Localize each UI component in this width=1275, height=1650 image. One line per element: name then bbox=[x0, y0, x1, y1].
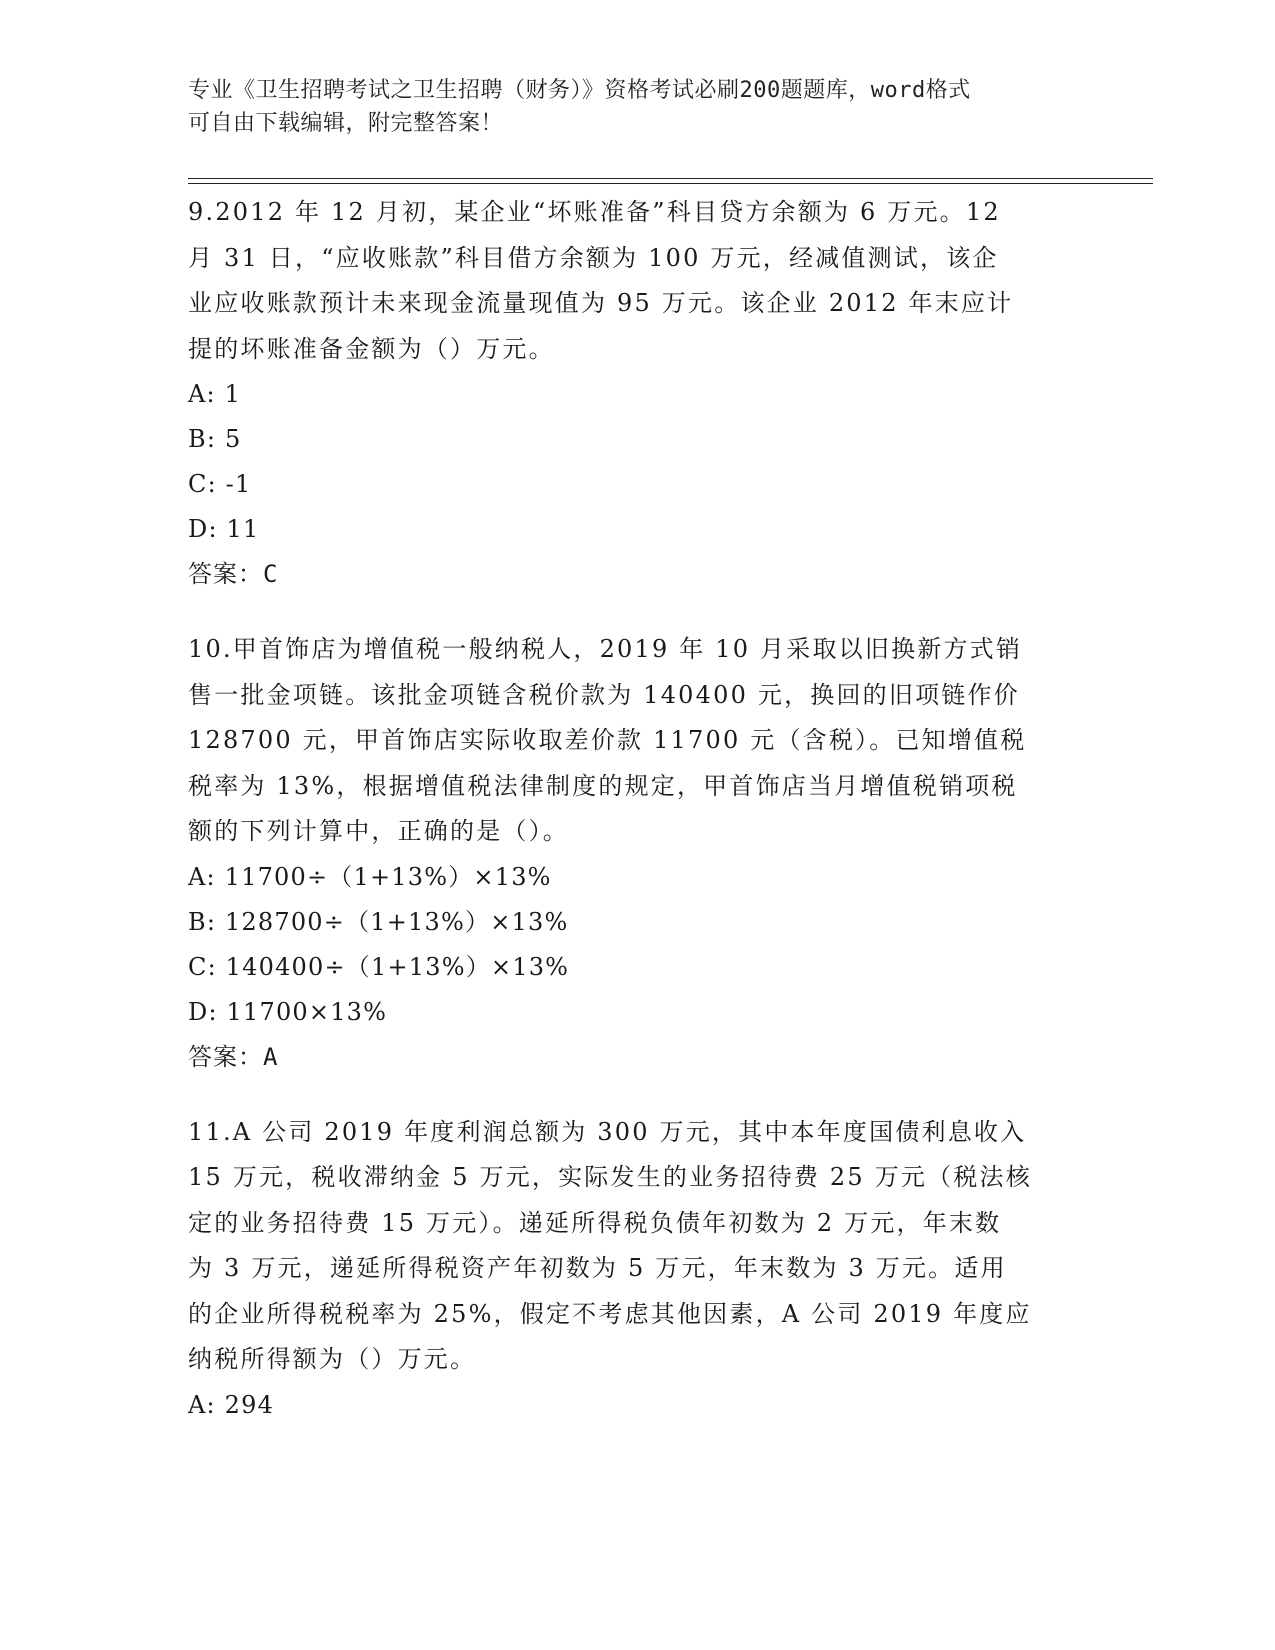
header-line-2: 可自由下载编辑，附完整答案！ bbox=[188, 111, 504, 136]
question-11 bbox=[188, 1110, 1088, 1428]
option-a: A: 11700÷（1+13%）×13% bbox=[188, 862, 552, 891]
question-text: 10.甲首饰店为增值税一般纳税人，2019 年 10 月采取以旧换新方式销 售一批金项链。该批金项链含税价款为 140400 元，换回的旧项链作价 128700 元，甲首饰店实际收取差价款 11700 元（含税）。已知增值税 税率为 13%，根据增值税法律制度的规定，甲首饰店当月增值税销项税 额的下列计算中，正确的是（）。 bbox=[188, 635, 1027, 845]
option-d: D: 11 bbox=[188, 515, 260, 543]
header-divider-bottom bbox=[188, 183, 1153, 184]
question-10 bbox=[188, 627, 1088, 1080]
document-header bbox=[188, 74, 1088, 140]
answer-line: 答案：C bbox=[188, 560, 279, 588]
header-divider-top bbox=[188, 178, 1153, 179]
answer-line: 答案：A bbox=[188, 1042, 279, 1071]
option-b: B: 128700÷（1+13%）×13% bbox=[188, 907, 569, 936]
option-c: C: 140400÷（1+13%）×13% bbox=[188, 952, 570, 981]
option-b: B: 5 bbox=[188, 425, 242, 453]
question-text: 9.2012 年 12 月初，某企业“坏账准备”科目贷方余额为 6 万元。12 月 31 日，“应收账款”科目借方余额为 100 万元，经减值测试，该企 业应收账款预计未来现金流量现值为 95 万元。该企业 2012 年末应计 提的坏账准备金额为（）万元。 bbox=[188, 198, 1014, 363]
option-c: C: -1 bbox=[188, 470, 252, 498]
question-text: 11.A 公司 2019 年度利润总额为 300 万元，其中本年度国债利息收入 15 万元，税收滞纳金 5 万元，实际发生的业务招待费 25 万元（税法核 定的业务招待费 15 万元）。递延所得税负债年初数为 2 万元，年末数 为 3 万元，递延所得税资产年初数为 5 万元，年末数为 3 万元。适用 的企业所得税税率为 25%，假定不考虑其他因素，A 公司 2019 年度应 纳税所得额为（）万元。 bbox=[188, 1117, 1032, 1373]
option-d: D: 11700×13% bbox=[188, 997, 388, 1026]
question-9 bbox=[188, 190, 1088, 597]
option-a: A: 1 bbox=[188, 380, 242, 408]
option-a: A: 294 bbox=[188, 1390, 275, 1419]
header-line-1: 专业《卫生招聘考试之卫生招聘（财务）》资格考试必刷200题题库，word格式 bbox=[188, 78, 971, 103]
question-list bbox=[188, 190, 1088, 1458]
